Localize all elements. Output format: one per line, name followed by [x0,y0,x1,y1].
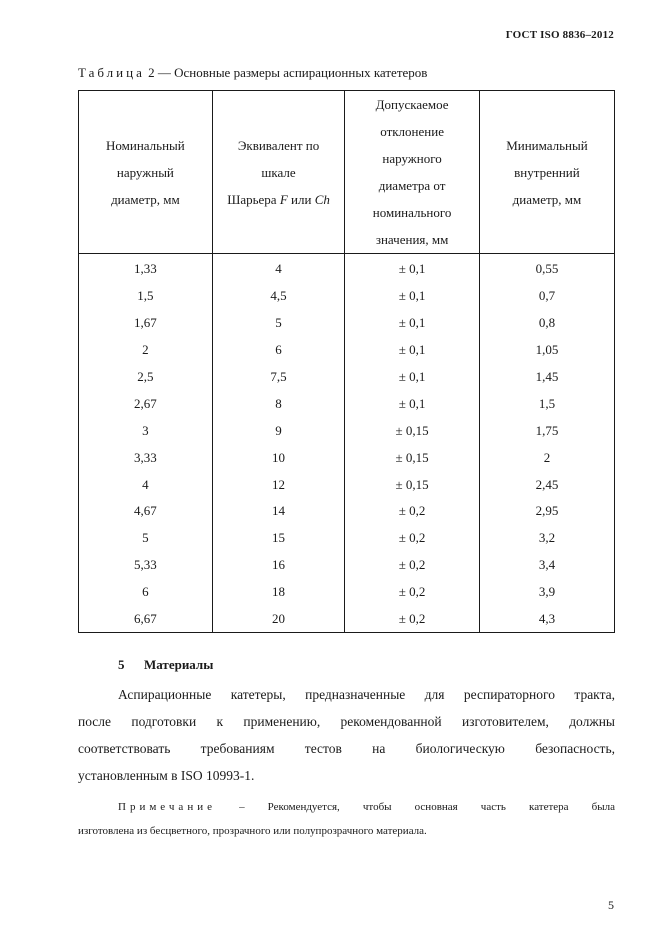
deviation-cell: ± 0,2 [345,498,480,525]
note-second-line: изготовлена из бесцветного, прозрачного или полупрозрачного материала. [78,825,427,837]
table-row [79,471,615,498]
inner-diameter-cell: 2,95 [479,498,614,525]
inner-diameter-cell: 3,4 [479,552,614,579]
column-header-minimum-inner-diameter [479,91,614,254]
deviation-cell: ± 0,1 [345,364,480,391]
nominal-diameter-cell: 2,67 [79,390,213,417]
table-row [79,310,615,337]
nominal-diameter-cell: 5,33 [79,552,213,579]
column-header-nominal-outer-diameter [79,91,213,254]
deviation-cell: ± 0,2 [345,552,480,579]
table-row [79,337,615,364]
nominal-diameter-cell: 6,67 [79,606,213,633]
nominal-diameter-cell: 6 [79,579,213,606]
charriere-cell: 4,5 [212,283,345,310]
table-caption [78,65,427,81]
nominal-diameter-cell: 2,5 [79,364,213,391]
inner-diameter-cell: 0,55 [479,254,614,283]
table-caption-text: 2 — Основные размеры аспирационных катетеров [148,65,428,80]
charriere-cell: 20 [212,606,345,633]
nominal-diameter-cell: 1,33 [79,254,213,283]
document-header-id: ГОСТ ISO 8836–2012 [505,29,614,41]
deviation-cell: ± 0,1 [345,390,480,417]
page-number: 5 [608,898,614,912]
deviation-cell: ± 0,15 [345,444,480,471]
section-number: 5 [118,657,125,672]
charriere-cell: 18 [212,579,345,606]
header-line: значения, мм [375,232,449,247]
nominal-diameter-cell: 1,67 [79,310,213,337]
deviation-cell: ± 0,1 [345,254,480,283]
table-row [79,606,615,633]
header-line: или [287,191,315,207]
header-line: диаметра от [378,178,446,193]
header-line: Эквивалент по [237,137,320,153]
paragraph-line: Аспирационные катетеры, предназначенные для респираторного тракта, [118,687,615,702]
inner-diameter-cell: 1,75 [479,417,614,444]
column-header-permissible-deviation [345,91,480,254]
charriere-cell: 6 [212,337,345,364]
charriere-cell: 7,5 [212,364,345,391]
charriere-cell: 12 [212,471,345,498]
inner-diameter-cell: 1,5 [479,390,614,417]
charriere-cell: 16 [212,552,345,579]
table-row [79,417,615,444]
nominal-diameter-cell: 4 [79,471,213,498]
header-line: внутренний [514,164,580,180]
deviation-cell: ± 0,2 [345,606,480,633]
table-caption-label: Таблица [78,65,145,80]
inner-diameter-cell: 2,45 [479,471,614,498]
table-row [79,552,615,579]
charriere-cell: 10 [212,444,345,471]
nominal-diameter-cell: 4,67 [79,498,213,525]
inner-diameter-cell: 4,3 [479,606,614,633]
column-header-charriere-equivalent [212,91,345,254]
nominal-diameter-cell: 2 [79,337,213,364]
table-row [79,498,615,525]
nominal-diameter-cell: 1,5 [79,283,213,310]
inner-diameter-cell: 0,7 [479,283,614,310]
inner-diameter-cell: 3,9 [479,579,614,606]
header-line: шкале [261,164,296,180]
section-title: Материалы [144,657,214,672]
inner-diameter-cell: 3,2 [479,525,614,552]
header-line: отклонение [380,124,444,139]
nominal-diameter-cell: 5 [79,525,213,552]
section-paragraph [78,681,615,789]
header-line: Номинальный [106,137,185,153]
header-line: диаметр, мм [512,191,582,207]
table-row [79,390,615,417]
nominal-diameter-cell: 3,33 [79,444,213,471]
header-line: наружного [382,151,442,166]
table-row [79,444,615,471]
table-body [79,254,615,633]
header-line: номинального [372,205,452,220]
inner-diameter-cell: 0,8 [479,310,614,337]
charriere-cell: 14 [212,498,345,525]
deviation-cell: ± 0,2 [345,525,480,552]
note-block [78,795,615,843]
header-line: диаметр, мм [111,191,180,207]
header-italic-ch: Ch [314,191,330,207]
table-row [79,283,615,310]
table-row [79,254,615,283]
inner-diameter-cell: 1,05 [479,337,614,364]
deviation-cell: ± 0,2 [345,579,480,606]
inner-diameter-cell: 2 [479,444,614,471]
paragraph-line: после подготовки к применению, рекомендованной изготовителем, должны [78,714,615,729]
paragraph-line: соответствовать требованиям тестов на биологическую безопасность, [78,741,615,756]
note-text-first: Рекомендуется, чтобы основная часть катетера была [267,801,615,813]
header-italic-f: F [279,191,288,207]
header-line: Допускаемое [375,97,449,112]
charriere-cell: 4 [212,254,345,283]
charriere-cell: 5 [212,310,345,337]
section-heading [118,657,213,673]
table-row [79,364,615,391]
charriere-cell: 15 [212,525,345,552]
header-line: Минимальный [506,137,588,153]
table-row [79,579,615,606]
table-row [79,525,615,552]
table-header-row [79,91,615,254]
deviation-cell: ± 0,15 [345,417,480,444]
header-line: Шарьера [227,191,280,207]
deviation-cell: ± 0,1 [345,283,480,310]
inner-diameter-cell: 1,45 [479,364,614,391]
deviation-cell: ± 0,1 [345,310,480,337]
note-dash: – [215,801,268,813]
nominal-diameter-cell: 3 [79,417,213,444]
charriere-cell: 9 [212,417,345,444]
note-label: Примечание [118,801,216,813]
header-line: наружный [116,164,174,180]
charriere-cell: 8 [212,390,345,417]
deviation-cell: ± 0,1 [345,337,480,364]
deviation-cell: ± 0,15 [345,471,480,498]
paragraph-line: установленным в ISO 10993-1. [78,768,255,783]
catheter-dimensions-table [78,90,615,633]
note-first-line [78,795,615,819]
